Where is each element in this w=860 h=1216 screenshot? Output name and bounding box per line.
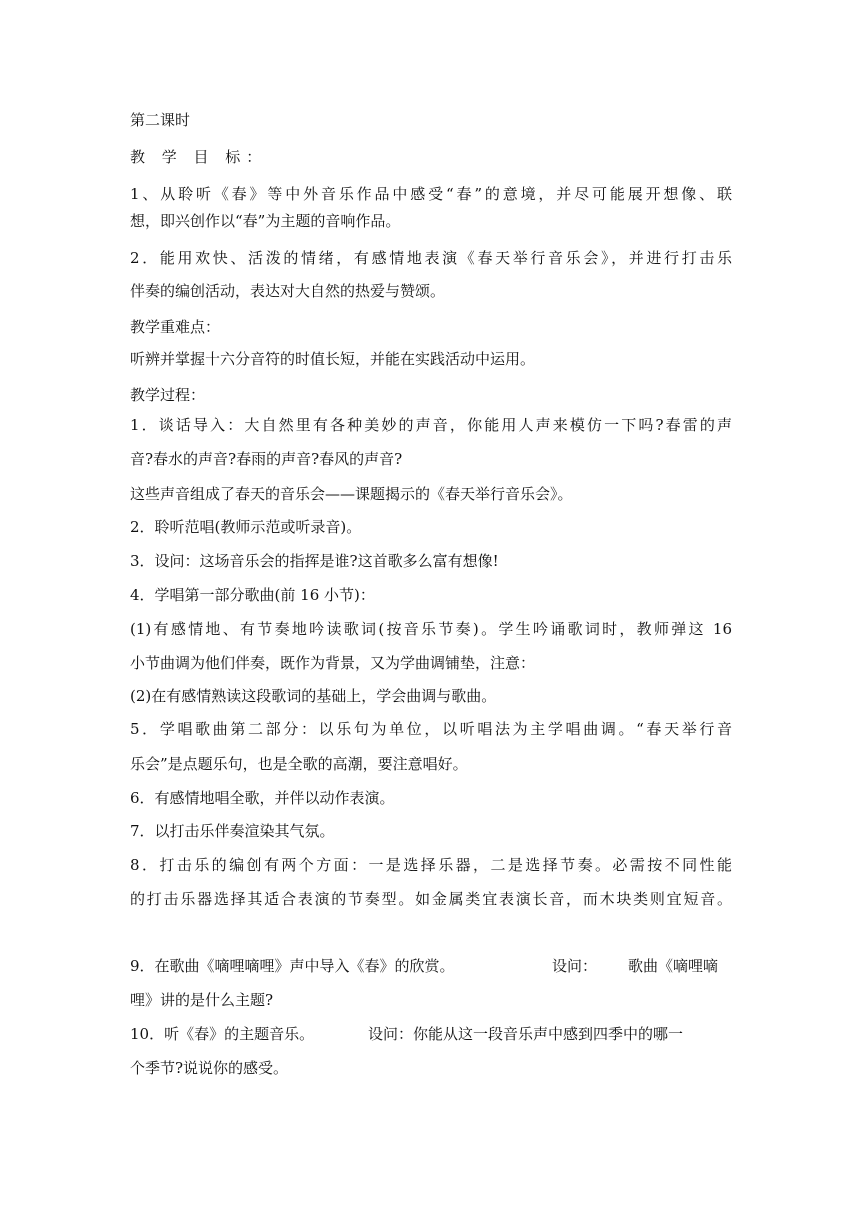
step-10-line-2: 个季节?说说你的感受。 <box>130 1059 289 1077</box>
step-9-line-2: 哩》讲的是什么主题? <box>130 991 274 1009</box>
step-4-2: (2)在有感情熟读这段歌词的基础上，学会曲调与歌曲。 <box>130 687 497 705</box>
step-1-line-3: 这些声音组成了春天的音乐会——课题揭示的《春天举行音乐会》。 <box>130 485 573 503</box>
step-4-1-line-2: 小节曲调为他们伴奏，既作为背景，又为学曲调铺垫，注意： <box>130 654 536 672</box>
difficulty-text: 听辨并掌握十六分音符的时值长短，并能在实践活动中运用。 <box>130 350 536 368</box>
objective-1-line-2: 想，即兴创作以“春”为主题的音响作品。 <box>130 212 401 230</box>
objective-2-line-2: 伴奏的编创活动，表达对大自然的热爱与赞颂。 <box>130 282 446 300</box>
step-4: 4．学唱第一部分歌曲(前 16 小节)： <box>130 586 375 604</box>
step-8-line-2: 的打击乐器选择其适合表演的节奏型。如金属类宜表演长音，而木块类则宜短音。 <box>130 890 732 908</box>
objective-2-line-1: 2．能用欢快、活泼的情绪，有感情地表演《春天举行音乐会》，并进行打击乐 <box>130 249 732 267</box>
step-6: 6．有感情地唱全歌，并伴以动作表演。 <box>130 789 395 807</box>
objective-1-line-1: 1、从聆听《春》等中外音乐作品中感受“春”的意境，并尽可能展开想像、联 <box>130 185 732 203</box>
step-2: 2．聆听范唱(教师示范或听录音)。 <box>130 518 362 536</box>
step-4-1-line-1: (1)有感情地、有节奏地吟读歌词(按音乐节奏)。学生吟诵歌词时，教师弹这 16 <box>130 620 732 638</box>
step-5-line-2: 乐会”是点题乐句，也是全歌的高潮，要注意唱好。 <box>130 755 468 773</box>
step-1-line-1: 1．谈话导入：大自然里有各种美妙的声音，你能用人声来模仿一下吗?春雷的声 <box>130 416 732 434</box>
step-9-question-label: 设问： <box>552 957 598 975</box>
step-7: 7．以打击乐伴奏渲染其气氛。 <box>130 822 335 840</box>
difficulty-heading: 教学重难点： <box>130 318 221 336</box>
objectives-heading: 教 学 目 标： <box>130 148 268 166</box>
process-heading: 教学过程： <box>130 386 206 404</box>
step-3: 3．设问：这场音乐会的指挥是谁?这首歌多么富有想像! <box>130 552 499 570</box>
step-5-line-1: 5．学唱歌曲第二部分：以乐句为单位，以听唱法为主学唱曲调。“春天举行音 <box>130 720 732 738</box>
step-1-line-2: 音?春水的声音?春雨的声音?春风的声音? <box>130 450 403 468</box>
step-9-text: 9．在歌曲《嘀哩嘀哩》声中导入《春》的欣赏。 <box>130 957 455 975</box>
step-10-question: 设问：你能从这一段音乐声中感到四季中的哪一 <box>368 1025 684 1043</box>
step-10-text: 10．听《春》的主题音乐。 <box>130 1025 315 1043</box>
step-9-question-text: 歌曲《嘀哩嘀 <box>628 957 719 975</box>
step-8-line-1: 8．打击乐的编创有两个方面：一是选择乐器，二是选择节奏。必需按不同性能 <box>130 856 732 874</box>
lesson-title: 第二课时 <box>130 111 191 129</box>
